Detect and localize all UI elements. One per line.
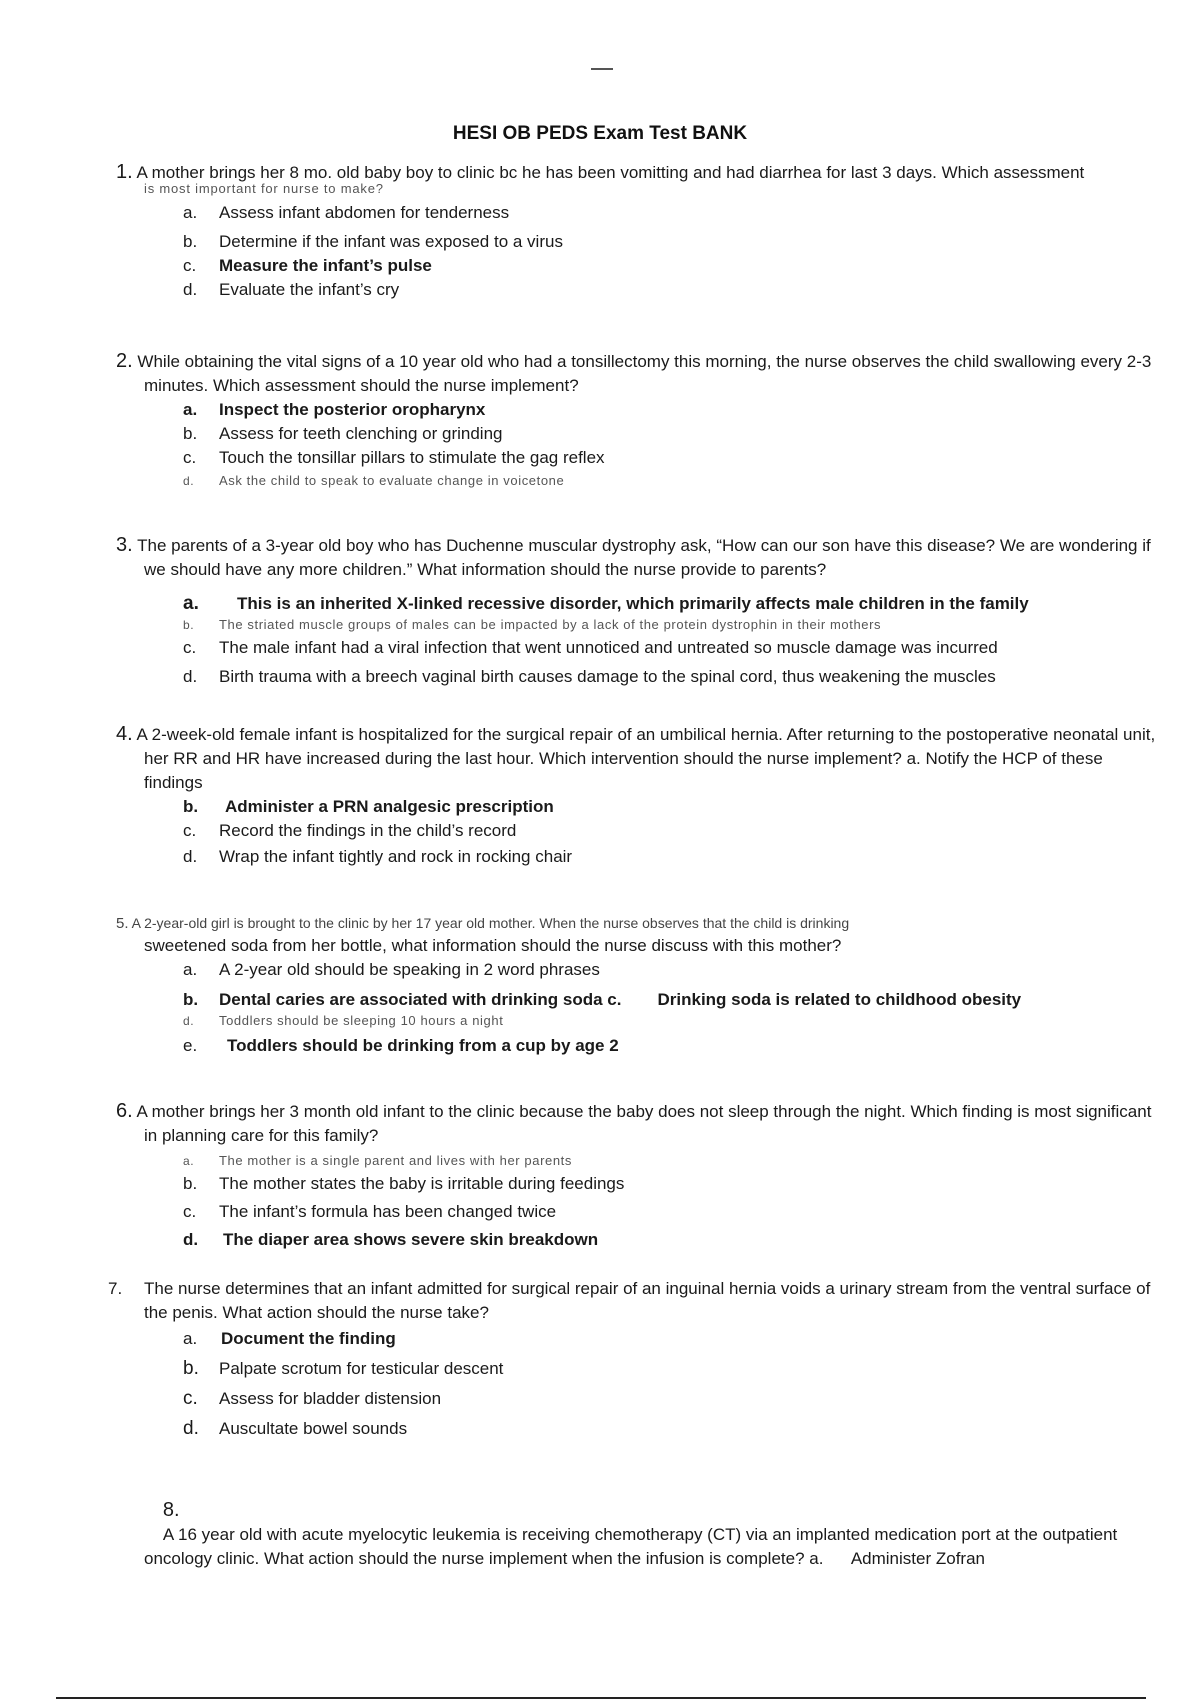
option-letter: c. <box>183 256 197 275</box>
option-text: Evaluate the infant’s cry <box>219 280 400 299</box>
option-a-faded <box>183 1152 1158 1170</box>
option-c <box>183 1387 1158 1411</box>
option-text: Inspect the posterior oropharynx <box>219 400 486 419</box>
question-number: 7. <box>108 1279 123 1298</box>
option-b <box>183 230 1158 254</box>
page-title: HESI OB PEDS Exam Test BANK <box>452 123 748 144</box>
question-5 <box>108 914 1158 1058</box>
option-text: Document the finding <box>221 1329 396 1348</box>
option-d <box>183 278 1158 302</box>
option-text: Auscultate bowel sounds <box>219 1419 408 1438</box>
option-a-correct <box>183 1327 1158 1351</box>
option-c <box>183 636 1158 660</box>
option-letter: a. <box>183 593 199 614</box>
question-8 <box>108 1474 1158 1595</box>
option-text: The diaper area shows severe skin breakdown <box>223 1230 599 1249</box>
option-text: Wrap the infant tightly and rock in rocking chair <box>219 847 573 866</box>
option-c-inline-text: Drinking soda is related to childhood obesity <box>657 990 1022 1009</box>
option-text: This is an inherited X-linked recessive disorder, which primarily affects male children in the family <box>237 594 1029 613</box>
option-d-faded <box>183 1012 1158 1030</box>
question-number: 3. <box>116 534 133 556</box>
option-letter: a. <box>183 203 198 222</box>
question-number: 6. <box>116 1100 133 1122</box>
option-d <box>183 665 1158 689</box>
question-number: 8. <box>162 1499 180 1521</box>
question-stem: sweetened soda from her bottle, what information should the nurse discuss with this mother? <box>144 936 842 955</box>
question-3 <box>108 533 1158 689</box>
option-b <box>183 1357 1158 1381</box>
question-stem: A mother brings her 8 mo. old baby boy to clinic bc he has been vomitting and had diarrhea for last 3 days. Which assessment <box>136 163 1085 182</box>
option-text: Ask the child to speak to evaluate change in voicetone <box>219 473 565 488</box>
option-letter: d. <box>183 280 198 299</box>
question-stem: A 2-week-old female infant is hospitalized for the surgical repair of an umbilical hernia. After returning to the postoperative neonatal unit, her RR and HR have increased during the last hour. Which intervention should the nurse implement? a. Notify the HCP of these findings <box>136 725 1156 792</box>
question-6 <box>108 1099 1158 1252</box>
question-4 <box>108 722 1158 869</box>
question-2 <box>108 349 1158 490</box>
option-c <box>183 1200 1158 1224</box>
option-letter: b. <box>183 232 198 251</box>
option-text: A 2-year old should be speaking in 2 word phrases <box>219 960 600 979</box>
option-d <box>183 845 1158 869</box>
option-letter: b. <box>183 990 199 1009</box>
option-text: The infant’s formula has been changed twice <box>219 1202 557 1221</box>
option-text: Assess infant abdomen for tenderness <box>219 203 510 222</box>
option-text: The mother states the baby is irritable during feedings <box>219 1174 625 1193</box>
option-b <box>183 1172 1158 1196</box>
option-text: The striated muscle groups of males can be impacted by a lack of the protein dystrophin in their mothers <box>219 617 882 632</box>
option-letter: b. <box>183 1358 199 1379</box>
option-letter: d. <box>183 1418 199 1439</box>
question-stem: While obtaining the vital signs of a 10 year old who had a tonsillectomy this morning, the nurse observes the child swallowing every 2-3 minutes. Which assessment should the nurse implement? <box>137 352 1152 395</box>
question-number: 2. <box>116 350 133 372</box>
option-text: Birth trauma with a breech vaginal birth causes damage to the spinal cord, thus weakening the muscles <box>219 667 996 686</box>
option-text: Toddlers should be drinking from a cup by age 2 <box>227 1036 619 1055</box>
option-letter: a. <box>183 1329 198 1348</box>
option-text: Toddlers should be sleeping 10 hours a night <box>219 1013 504 1028</box>
option-text: Palpate scrotum for testicular descent <box>219 1359 504 1378</box>
option-letter: e. <box>183 1036 198 1055</box>
option-letter: b. <box>183 1174 198 1193</box>
question-stem-faded: A 2-year-old girl is brought to the clinic by her 17 year old mother. When the nurse observes that the child is drinking <box>131 915 850 931</box>
option-letter: d. <box>183 474 195 488</box>
question-1 <box>108 160 1158 302</box>
question-stem: A 16 year old with acute myelocytic leukemia is receiving chemotherapy (CT) via an implanted medication port at the outpatient oncology clinic. What action should the nurse implement when the infusion is complete? a. Administer Zofran <box>144 1525 1123 1568</box>
option-text: Measure the infant’s pulse <box>219 256 432 275</box>
question-number: 4. <box>116 723 133 745</box>
footer-rule <box>56 1697 1146 1699</box>
question-stem: A mother brings her 3 month old infant to the clinic because the baby does not sleep through the night. Which finding is most significant in planning care for this family? <box>136 1102 1152 1145</box>
option-b-correct <box>183 795 1158 819</box>
option-c <box>183 446 1158 470</box>
option-text: Determine if the infant was exposed to a virus <box>219 232 563 251</box>
option-d-correct <box>183 1228 1158 1252</box>
option-text: The mother is a single parent and lives with her parents <box>219 1153 572 1168</box>
option-b <box>183 422 1158 446</box>
option-text: Assess for bladder distension <box>219 1389 442 1408</box>
header-dash <box>591 68 613 70</box>
option-text: Touch the tonsillar pillars to stimulate the gag reflex <box>219 448 605 467</box>
option-text: The male infant had a viral infection that went unnoticed and untreated so muscle damage was incurred <box>219 638 998 657</box>
option-letter: b. <box>183 618 195 632</box>
option-letter: c. <box>183 821 197 840</box>
option-b-faded <box>183 616 1158 634</box>
option-d-faded <box>183 472 1158 490</box>
option-b-correct <box>183 988 1158 1012</box>
question-stem: The parents of a 3-year old boy who has Duchenne muscular dystrophy ask, “How can our son have this disease? We are wondering if we should have any more children.” What information should the nurse provide to parents? <box>137 536 1151 579</box>
option-d <box>183 1417 1158 1441</box>
option-letter: c. <box>183 1388 198 1409</box>
option-letter: d. <box>183 847 198 866</box>
question-stem-faded: is most important for nurse to make? <box>144 181 384 196</box>
option-text: Record the findings in the child’s record <box>219 821 517 840</box>
option-letter: d. <box>183 1014 195 1028</box>
question-stem: The nurse determines that an infant admitted for surgical repair of an inguinal hernia voids a urinary stream from the ventral surface of the penis. What action should the nurse take? <box>144 1279 1151 1322</box>
option-letter: a. <box>183 1154 195 1168</box>
option-letter: b. <box>183 797 199 816</box>
option-letter: c. <box>183 448 197 467</box>
option-letter: a. <box>183 960 198 979</box>
question-number: 1. <box>116 161 133 183</box>
option-a-correct <box>183 592 1158 616</box>
question-number: 5. <box>116 915 129 932</box>
option-letter: d. <box>183 1230 199 1249</box>
option-text: Dental caries are associated with drinking soda c. <box>219 990 622 1009</box>
option-letter: c. <box>183 1202 197 1221</box>
option-a <box>183 201 1158 225</box>
option-text: Assess for teeth clenching or grinding <box>219 424 503 443</box>
option-text: Administer a PRN analgesic prescription <box>225 797 554 816</box>
question-7 <box>108 1277 1158 1441</box>
option-letter: d. <box>183 667 198 686</box>
option-a-correct <box>183 398 1158 422</box>
option-letter: b. <box>183 424 198 443</box>
option-e-correct <box>183 1034 1158 1058</box>
option-c-correct <box>183 254 1158 278</box>
option-a <box>183 958 1158 982</box>
option-letter: a. <box>183 400 198 419</box>
option-letter: c. <box>183 638 197 657</box>
option-c <box>183 819 1158 843</box>
